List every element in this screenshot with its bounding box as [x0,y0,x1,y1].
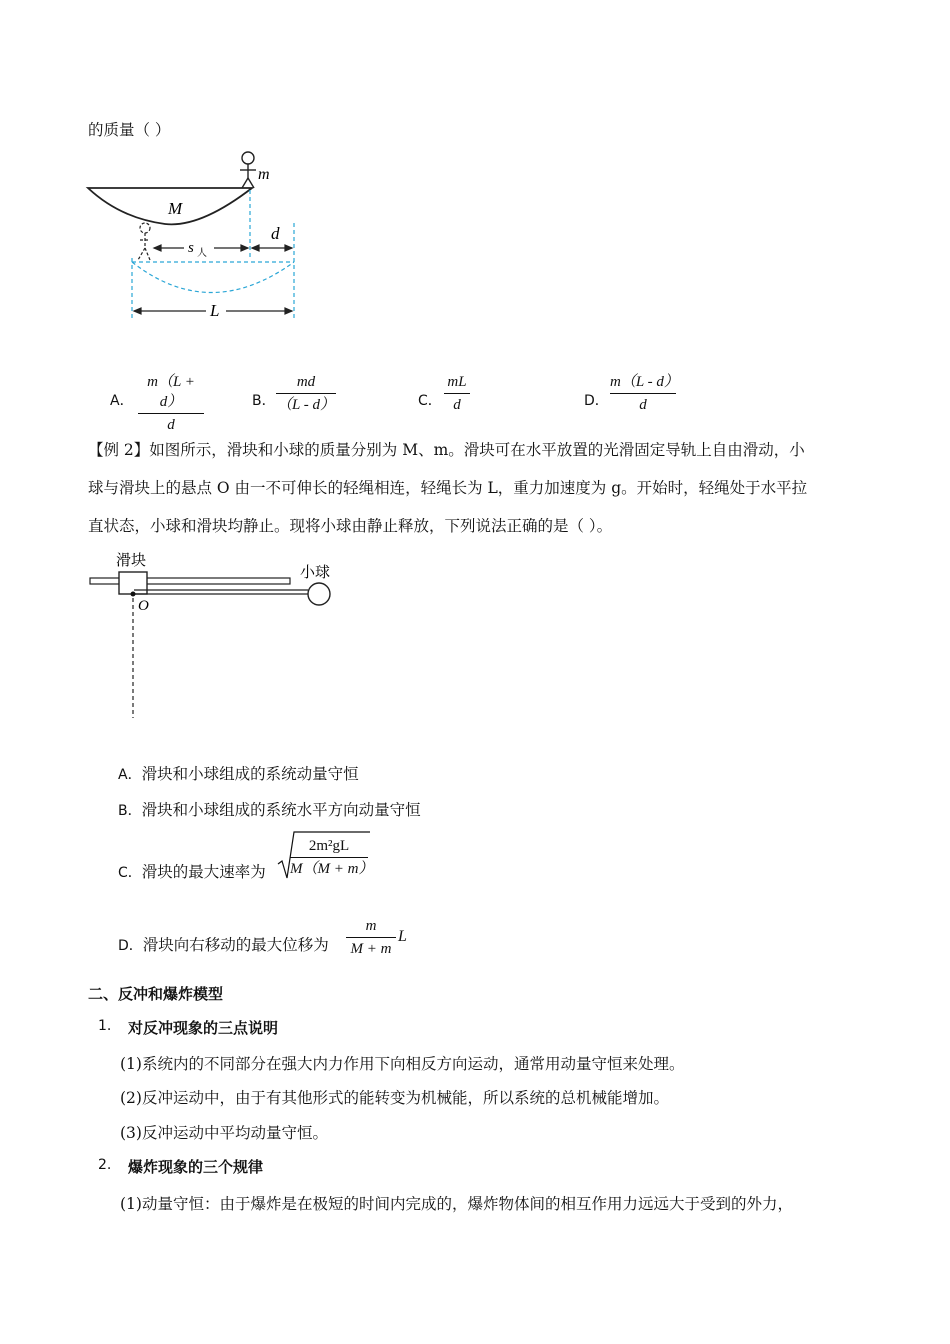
example2-line2: 球与滑块上的悬点 O 由一不可伸长的轻绳相连，轻绳长为 L，重力加速度为 g。开始时，轻绳处于水平拉 [88,479,808,497]
q2-option-a: A．滑块和小球组成的系统动量守恒 [118,765,359,783]
option-a-numerator: m（L + d） [147,374,195,410]
option-d-letter: D． [584,393,609,409]
option-d-fraction [610,372,679,415]
displacement-tail: L [398,928,407,945]
option-a-denominator: d [167,417,175,433]
question-stem-tail: 的质量（ ） [88,121,171,139]
d-label: d [271,224,280,243]
option-b-denominator: （L - d） [276,397,336,413]
q2-option-c: C．滑块的最大速率为 [118,863,266,881]
option-a-fraction [138,372,204,435]
displacement-denominator: M + m [350,941,392,957]
option-d-displacement-fraction [346,916,396,959]
section2-heading: 二、反冲和爆炸模型 [88,985,224,1003]
q2-option-d: D．滑块向右移动的最大位移为 [118,936,329,954]
speed-numerator: 2m²gL [308,838,350,854]
option-b-letter: B． [252,393,276,409]
s-sub-label: 人 [197,248,207,259]
example2-line1: 【例 2】如图所示，滑块和小球的质量分别为 M、m。滑块可在水平放置的光滑固定导轨上自由滑动，小 [88,441,805,459]
option-c-speed-fraction [290,836,374,879]
item1-title: 对反冲现象的三点说明 [128,1019,279,1037]
option-c-denominator: d [453,397,461,413]
boat-figure [80,148,320,328]
mass-M-label: M [168,199,183,218]
slider-figure [86,548,346,723]
L-label: L [210,301,220,320]
item2-title: 爆炸现象的三个规律 [128,1158,264,1176]
example2-line3: 直状态，小球和滑块均静止。现将小球由静止释放，下列说法正确的是（ ）。 [88,517,613,535]
displacement-numerator: m [365,918,377,934]
mass-m-label: m [258,166,270,183]
q2-option-b: B．滑块和小球组成的系统水平方向动量守恒 [118,801,421,819]
speed-denominator: M（M + m） [290,861,374,877]
slider-label: 滑块 [116,551,147,569]
option-d-numerator: m（L - d） [610,374,679,390]
option-d-denominator: d [639,397,647,413]
s-label: s [188,240,194,256]
pivot-o-label: O [138,598,149,614]
item1-number: 1. [98,1018,112,1034]
item2-paragraph1: (1)动量守恒：由于爆炸是在极短的时间内完成的，爆炸物体间的相互作用力远远大于受到的外力， [120,1195,793,1213]
ball-label: 小球 [300,563,331,581]
option-b-fraction [276,372,336,415]
item2-number: 2. [98,1157,112,1173]
item1-paragraph3: (3)反冲运动中平均动量守恒。 [120,1124,328,1142]
option-b-numerator: md [296,374,316,390]
option-c-letter: C． [418,393,442,409]
item1-paragraph1: (1)系统内的不同部分在强大内力作用下向相反方向运动，通常用动量守恒来处理。 [120,1055,685,1073]
option-a-letter: A． [110,393,134,409]
option-c-fraction [444,372,470,415]
item1-paragraph2: (2)反冲运动中，由于有其他形式的能转变为机械能，所以系统的总机械能增加。 [120,1089,669,1107]
option-c-numerator: mL [447,374,467,390]
